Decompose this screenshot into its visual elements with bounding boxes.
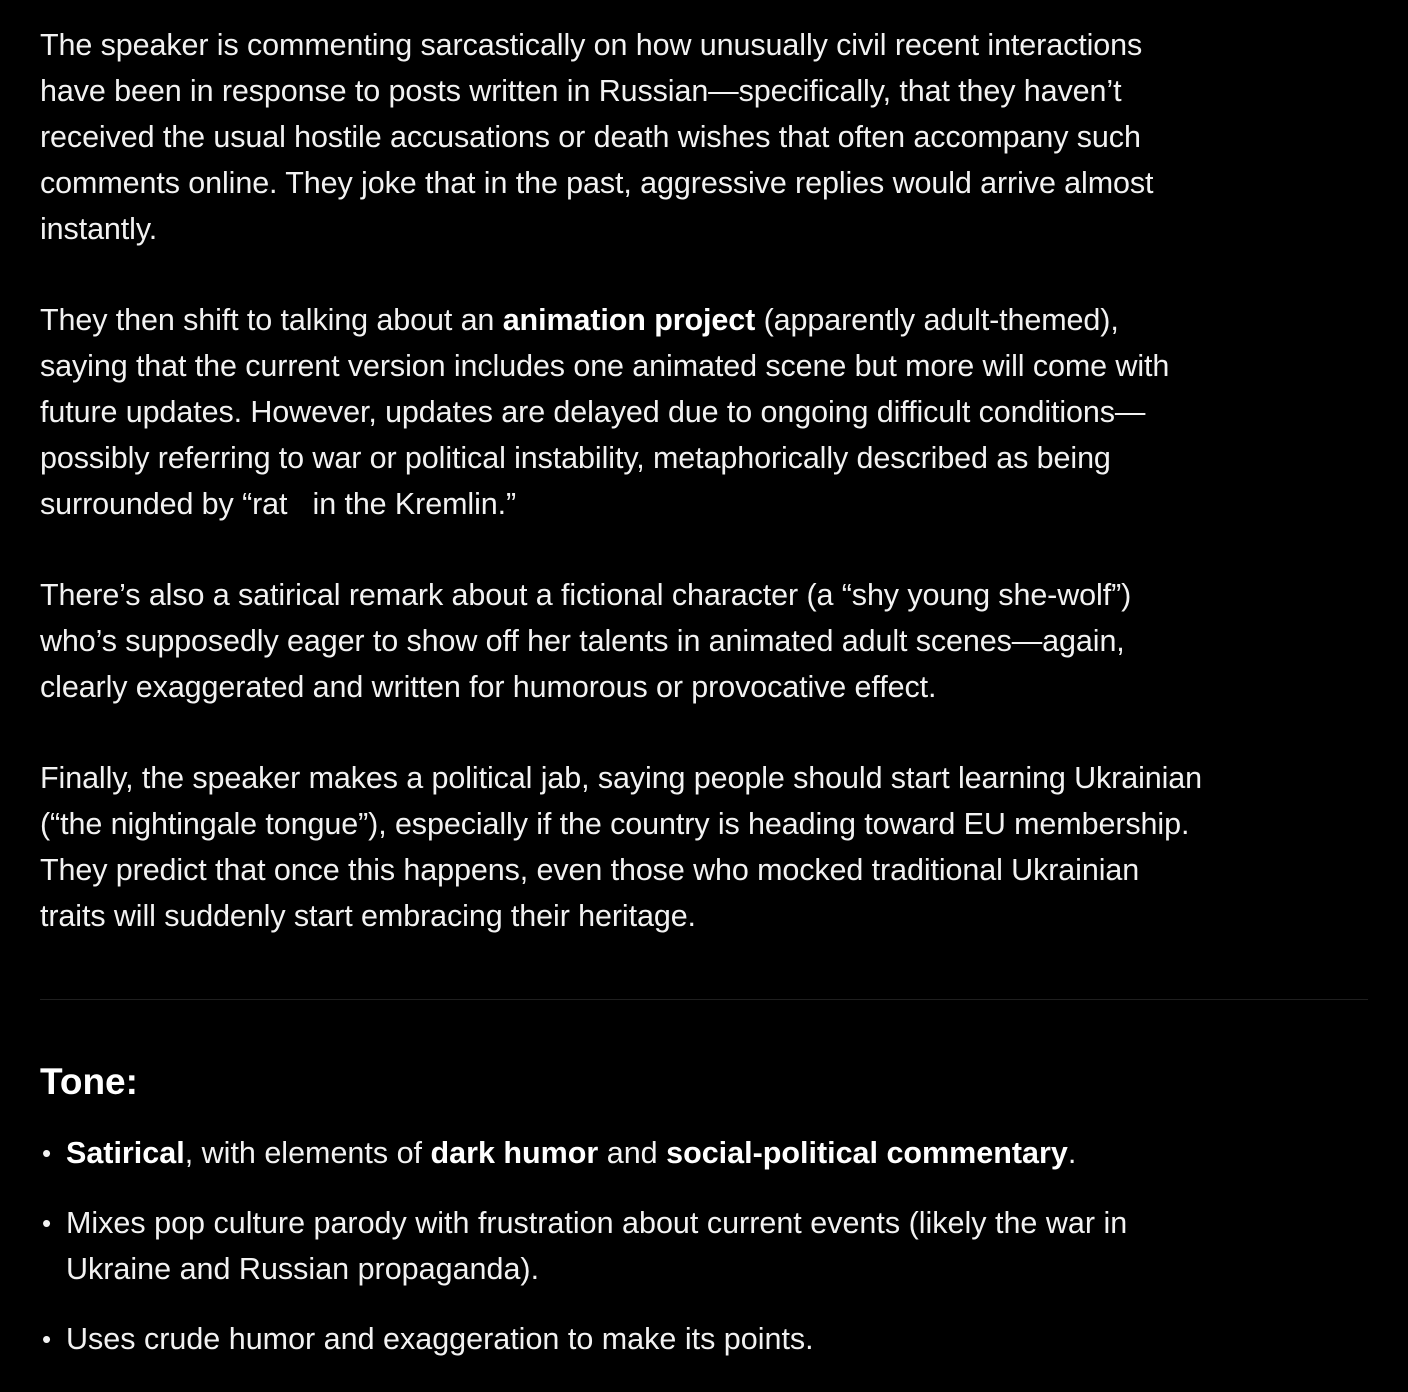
section-divider (40, 999, 1368, 1000)
text-line: Finally, the speaker makes a political jab, saying people should start learning Ukrainian (40, 761, 1203, 795)
text-line (40, 297, 1370, 343)
text-line: have been in response to posts written in Russian—specifically, that they haven’t (40, 74, 1122, 108)
text-line: comments online. They joke that in the past, aggressive replies would arrive almost (40, 166, 1154, 200)
tone-heading: Tone: (40, 1061, 138, 1102)
bold-phrase-animation-project: animation project (502, 303, 756, 337)
text-line: possibly referring to war or political instability, metaphorically described as being (40, 441, 1111, 475)
text-line: (“the nightingale tongue”), especially if the country is heading toward EU membership. (40, 807, 1190, 841)
bullet-icon: • (42, 1324, 52, 1354)
text-segment: and (598, 1136, 667, 1170)
text-line: Ukraine and Russian propaganda). (66, 1252, 540, 1286)
summary-paragraph-1 (40, 22, 1370, 252)
tone-list (40, 1130, 1370, 1362)
summary-paragraph-2 (40, 297, 1370, 527)
text-line (66, 1130, 1370, 1176)
text-line: received the usual hostile accusations or death wishes that often accompany such (40, 120, 1141, 154)
text-line: clearly exaggerated and written for humorous or provocative effect. (40, 670, 937, 704)
text-line: future updates. However, updates are delayed due to ongoing difficult conditions— (40, 395, 1146, 429)
bold-phrase-satirical: Satirical (66, 1136, 185, 1170)
text-line: They predict that once this happens, even those who mocked traditional Ukrainian (40, 853, 1140, 887)
text-line: who’s supposedly eager to show off her talents in animated adult scenes—again, (40, 624, 1125, 658)
bold-phrase-dark-humor: dark humor (430, 1136, 599, 1170)
text-segment: They then shift to talking about an (40, 303, 503, 337)
text-segment: (apparently adult-themed), (755, 303, 1119, 337)
bold-phrase-social-political-commentary: social-political commentary (666, 1136, 1068, 1170)
text-line: surrounded by “rat in the Kremlin.” (40, 487, 517, 521)
list-item (40, 1130, 1370, 1176)
text-segment: . (1067, 1136, 1077, 1170)
text-line: Mixes pop culture parody with frustration about current events (likely the war in (66, 1206, 1128, 1240)
text-line: Uses crude humor and exaggeration to make its points. (66, 1322, 814, 1356)
text-line: There’s also a satirical remark about a fictional character (a “shy young she-wolf”) (40, 578, 1132, 612)
text-line: saying that the current version includes one animated scene but more will come with (40, 349, 1170, 383)
text-line: traits will suddenly start embracing their heritage. (40, 899, 696, 933)
text-segment: , with elements of (184, 1136, 431, 1170)
list-item (40, 1316, 1370, 1362)
summary-paragraph-3 (40, 572, 1370, 710)
list-item (40, 1200, 1370, 1292)
text-line: instantly. (40, 212, 158, 246)
text-line: The speaker is commenting sarcastically on how unusually civil recent interactions (40, 28, 1143, 62)
summary-paragraph-4 (40, 755, 1370, 939)
bullet-icon: • (42, 1208, 52, 1238)
message-body (40, 22, 1370, 984)
bullet-icon: • (42, 1138, 52, 1168)
